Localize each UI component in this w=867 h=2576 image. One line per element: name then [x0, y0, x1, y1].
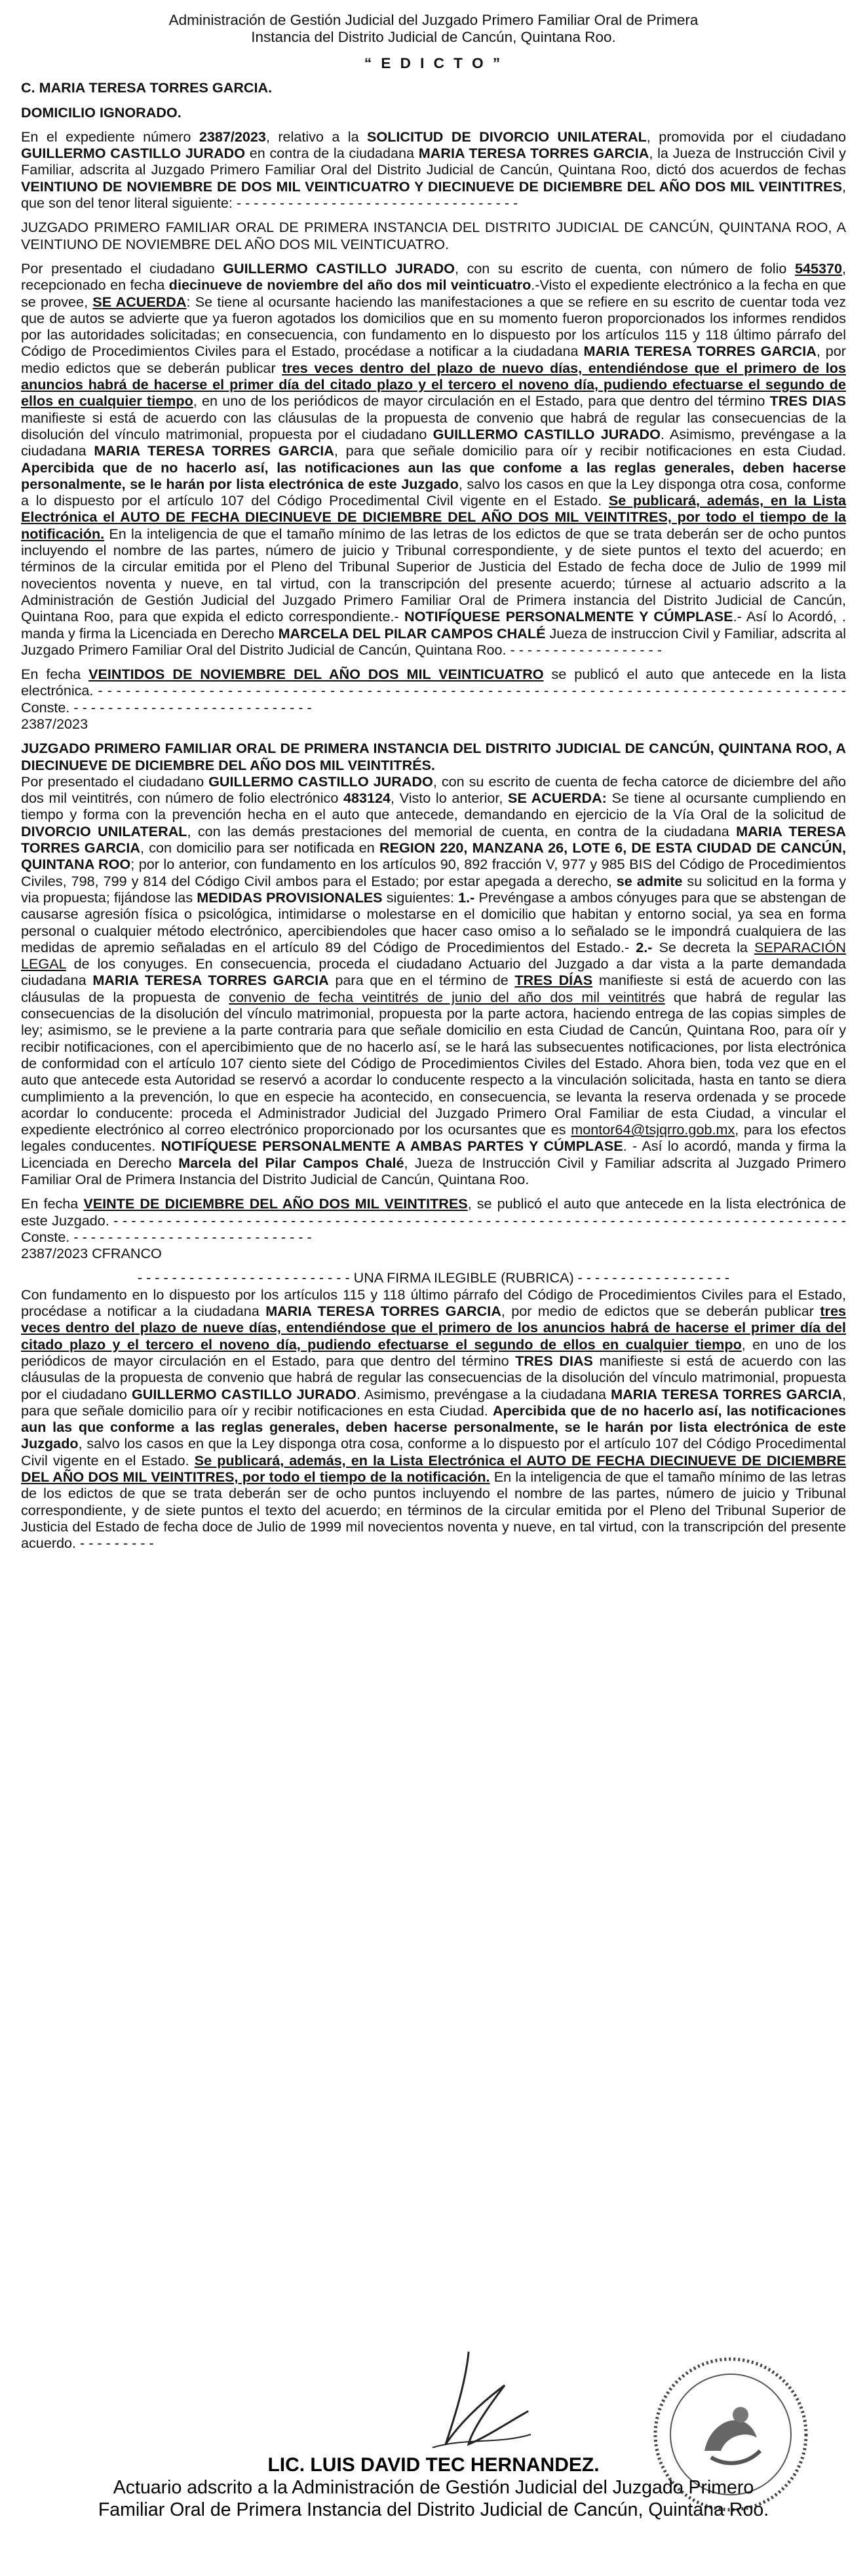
- publication-2: En fecha VEINTE DE DICIEMBRE DEL AÑO DOS MIL VEINTITRES, se publicó el auto que antecede en la lista electrónica de este Juzgado. - - - - - - - - - - - - - - - - - - - - - - - - - - - - - - - - - - - - - - - - - - - - - - - - - - - - - - - - - - - - - - - - - - - - - - - - - - - - - - - - - - - Conste. - - - - - - - - - - - - - - - - - - - - - - - - - - - -: [21, 1195, 846, 1245]
- addressee-name: C. MARIA TERESA TORRES GARCIA.: [21, 79, 273, 96]
- firma-ilegible-line: - - - - - - - - - - - - - - - - - - - - - - - - - UNA FIRMA ILEGIBLE (RUBRICA) - - - - - - - - - - - - - - - - - -: [137, 1269, 730, 1286]
- intro-paragraph: En el expediente número 2387/2023, relativo a la SOLICITUD DE DIVORCIO UNILATERAL, promovida por el ciudadano GUILLERMO CASTILLO JURADO en contra de la ciudadana MARIA TERESA TORRES GARCIA, la Jueza de Instrucción Civil y Familiar, adscrita al Juzgado Primero Familiar Oral del Distrito Judicial de Cancún, Quintana Roo, dictó dos acuerdos de fechas VEINTIUNO DE NOVIEMBRE DE DOS MIL VEINTICUATRO Y DIECINUEVE DE DICIEMBRE DEL AÑO DOS MIL VEINTITRES, que son del tenor literal siguiente: - - - - - - - - - - - - - - - - - - - - - - - - - - - - - - - - -: [21, 128, 846, 212]
- signer-block: [0, 2454, 867, 2521]
- expediente-1: 2387/2023: [21, 715, 88, 732]
- signature-rubric-icon: [406, 2346, 537, 2457]
- header-line-2: Instancia del Distrito Judicial de Cancún, Quintana Roo.: [251, 29, 616, 45]
- signer-name: LIC. LUIS DAVID TEC HERNANDEZ.: [267, 2454, 600, 2476]
- auto2-body: Por presentado el ciudadano GUILLERMO CASTILLO JURADO, con su escrito de cuenta de fecha catorce de diciembre del año dos mil veintitrés, con número de folio electrónico 483124, Visto lo anterior, SE ACUERDA: Se tiene al ocursante cumpliendo en tiempo y forma con la prevención hecha en el auto que antecede, demandando en ejercicio de la Vía Oral de la solicitud de DIVORCIO UNILATERAL, con las demás prestaciones del memorial de cuenta, en contra de la ciudadana MARIA TERESA TORRES GARCIA, con domicilio para ser notificada en REGION 220, MANZANA 26, LOTE 6, DE ESTA CIUDAD DE CANCÚN, QUINTANA ROO; por lo anterior, con fundamento en los artículos 90, 892 fracción V, 977 y 985 BIS del Código de Procedimientos Civiles, 798, 799 y 814 del Código Civil ambos para el Estado; por estar apegada a derecho, se admite su solicitud en la forma y via propuesta; fijándose las MEDIDAS PROVISIONALES siguientes: 1.- Prevéngase a ambos cónyuges para que se abstengan de causarse agresión física o psicológica, intimidarse o molestarse en el domicilio que habitan y entorno social, ya sea en forma personal o cualquier método electrónico, apercibiendoles que hacer caso omiso a lo señalado se le impondrá cualquiera de las medidas de apremio señaladas en el artículo 89 del Código de Procedimientos del Estado.- 2.- Se decreta la SEPARACIÓN LEGAL de los conyuges. En consecuencia, proceda el ciudadano Actuario del Juzgado a dar vista a la parte demandada ciudadana MARIA TERESA TORRES GARCIA para que en el término de TRES DÍAS manifieste si está de acuerdo con las cláusulas de la propuesta de convenio de fecha veintitrés de junio del año dos mil veintitrés que habrá de regular las consecuencias de la disolución del vínculo matrimonial, propuesta por la parte actora, haciendo entrega de las copias simples de ley; asimismo, se le previene a la parte contraria para que señale domicilio en esta Ciudad de Cancún, Quintana Roo, para oír y recibir notificaciones, con el apercibimiento que de no hacerlo así, se le hará las subsecuentes notificaciones, por lista electrónica de conformidad con el artículo 107 ciento siete del Código de Procedimientos Civiles del Estado. Ahora bien, toda vez que en el auto que antecede esta Autoridad se reservó a acordar lo conducente respecto a la vinculación solicitada, hasta en tanto se diera cumplimiento a la prevención, lo que en especie ha acontecido, en consecuencia, se levanta la reserva ordenada y se procede acordar lo conducente: proceda el Administrador Judicial del Juzgado Primero Oral Familiar de esta Ciudad, a vincular el expediente electrónico al correo electrónico proporcionado por los ocursantes que es montor64@tsjqrro.gob.mx, para los efectos legales conducentes. NOTIFÍQUESE PERSONALMENTE A AMBAS PARTES Y CÚMPLASE. - Así lo acordó, manda y firma la Licenciada en Derecho Marcela del Pilar Campos Chalé, Jueza de Instrucción Civil y Familiar adscrita al Juzgado Primero Familiar Oral de Primera Instancia del Distrito Judicial de Cancún, Quintana Roo.: [21, 773, 847, 1187]
- signer-role-line-2: Familiar Oral de Primera Instancia del Distrito Judicial de Cancún, Quintana Roo.: [98, 2499, 769, 2520]
- edicto-title: “ E D I C T O ”: [364, 55, 503, 71]
- auto2-heading: JUZGADO PRIMERO FAMILIAR ORAL DE PRIMERA INSTANCIA DEL DISTRITO JUDICIAL DE CANCÚN, QUINTANA ROO, A DIECINUEVE DE DICIEMBRE DEL AÑO DOS MIL VEINTITRÉS.: [21, 740, 846, 773]
- expediente-2: 2387/2023 CFRANCO: [21, 1245, 162, 1262]
- signer-role-line-1: Actuario adscrito a la Administración de Gestión Judicial del Juzgado Primero: [113, 2477, 754, 2498]
- header-line-1: Administración de Gestión Judicial del Juzgado Primero Familiar Oral de Primera: [168, 12, 699, 28]
- final-body: Con fundamento en lo dispuesto por los artículos 115 y 118 último párrafo del Código de Procedimientos Civiles para el Estado, procédase a notificar a la ciudadana MARIA TERESA TORRES GARCIA, por medio de edictos que se deberán publicar tres veces dentro del plazo de nueve días, entendiéndose que el primero de los anuncios habrá de hacerse el primer día del citado plazo y el tercero el noveno día, pudiendo efectuarse el segundo de ellos en cualquier tiempo, en uno de los periódicos de mayor circulación en el Estado, para que dentro del término TRES DIAS manifieste si está de acuerdo con las cláusulas de la propuesta de convenio que habrá de regular las consecuencias de la disolución del vínculo matrimonial, propuesta por el ciudadano GUILLERMO CASTILLO JURADO. Asimismo, prevéngase a la ciudadana MARIA TERESA TORRES GARCIA, para que señale domicilio para oír y recibir notificaciones en esta Ciudad. Apercibida que de no hacerlo así, las notificaciones aun las que conforme a las reglas generales, deben hacerse personalmente, se le harán por lista electrónica de este Juzgado, salvo los casos en que la Ley disponga otra cosa, conforme a lo dispuesto por el artículo 107 del Código Procedimental Civil vigente en el Estado. Se publicará, además, en la Lista Electrónica el AUTO DE FECHA DIECINUEVE DE DICIEMBRE DEL AÑO DOS MIL VEINTITRES, por todo el tiempo de la notificación. En la inteligencia de que el tamaño mínimo de las letras de los edictos de que se trata deberán ser de ocho puntos incluyendo el nombre de las partes, número de juicio y Tribunal correspondiente, y de siete puntos el texto del acuerdo; en términos de la circular emitida por el Pleno del Tribunal Superior de Justicia del Estado de fecha doce de Julio de 1999 mil novecientos noventa y nueve, en tal virtud, con la transcripción del presente acuerdo. - - - - - - - - -: [21, 1286, 847, 1552]
- addressee-domicile: DOMICILIO IGNORADO.: [21, 104, 182, 121]
- auto1-body: Por presentado el ciudadano GUILLERMO CASTILLO JURADO, con su escrito de cuenta, con número de folio 545370, recepcionado en fecha diecinueve de noviembre del año dos mil veinticuatro.-Visto el expediente electrónico a la fecha en que se provee, SE ACUERDA: Se tiene al ocursante haciendo las manifestaciones a que se refiere en su escrito de cuentar toda vez que de autos se advierte que ya fueron agotados los domicilios que en su momento fueron proporcionados los informes rendidos por las autoridades solicitadas; en consecuencia, con fundamento en lo dispuesto por los artículos 115 y 118 último párrafo del Código de Procedimientos Civiles para el Estado, procédase a notificar a la ciudadana MARIA TERESA TORRES GARCIA, por medio edictos que se deberán publicar tres veces dentro del plazo de nuevo días, entendiéndose que el primero de los anuncios habrá de hacerse el primer día del citado plazo y el tercero el noveno día, pudiendo efectuarse el segundo de ellos en cualquier tiempo, en uno de los periódicos de mayor circulación en el Estado, para que dentro del término TRES DIAS manifieste si está de acuerdo con las cláusulas de la propuesta de convenio que habrá de regular las consecuencias de la disolución del vínculo matrimonial, propuesta por el ciudadano GUILLERMO CASTILLO JURADO. Asimismo, prevéngase a la ciudadana MARIA TERESA TORRES GARCIA, para que señale domicilio para oír y recibir notificaciones en esta Ciudad. Apercibida que de no hacerlo así, las notificaciones aun las que confome a las reglas generales, deben hacerse personalmente, se le harán por lista electrónica de este Juzgado, salvo los casos en que la Ley disponga otra cosa, conforme a lo dispuesto por el artículo 107 del Código Procedimental Civil vigente en el Estado. Se publicará, además, en la Lista Electrónica el AUTO DE FECHA DIECINUEVE DE DICIEMBRE DEL AÑO DOS MIL VEINTITRES, por todo el tiempo de la notificación. En la inteligencia de que el tamaño mínimo de las letras de los edictos de que se trata deberán ser de ocho puntos incluyendo el nombre de las partes, número de juicio y Tribunal correspondiente, y de siete puntos el texto del acuerdo; en términos de la circular emitida por el Pleno del Tribunal Superior de Justicia del Estado de fecha doce de Julio de 1999 mil novecientos noventa y nueve, en tal virtud, con la transcripción del presente acuerdo; túrnese al actuario adscrito a la Administración de Gestión Judicial del Juzgado Primero Familiar Oral de Primera instancia del Distrito Judicial de Cancún, Quintana Roo, para que expida el edicto correspondiente.- NOTIFÍQUESE PERSONALMENTE Y CÚMPLASE.- Así lo Acordó, . manda y firma la Licenciada en Derecho MARCELA DEL PILAR CAMPOS CHALÉ Jueza de instruccion Civil y Familiar, adscrita al Juzgado Primero Familiar Oral del Distrito Judicial de Cancún, Quintana Roo. - - - - - - - - - - - - - - - - - -: [21, 260, 847, 658]
- auto1-heading: JUZGADO PRIMERO FAMILIAR ORAL DE PRIMERA INSTANCIA DEL DISTRITO JUDICIAL DE CANCÚN, QUINTANA ROO, A VEINTIUNO DE NOVIEMBRE DEL AÑO DOS MIL VEINTICUATRO.: [21, 219, 846, 252]
- publication-1: En fecha VEINTIDOS DE NOVIEMBRE DEL AÑO DOS MIL VEINTICUATRO se publicó el auto que antecede en la lista electrónica. - - - - - - - - - - - - - - - - - - - - - - - - - - - - - - - - - - - - - - - - - - - - - - - - - - - - - - - - - - - - - - - - - - - - - - - - - - - - - - - - - Conste. - - - - - - - - - - - - - - - - - - - - - - - - - - - -: [21, 666, 846, 716]
